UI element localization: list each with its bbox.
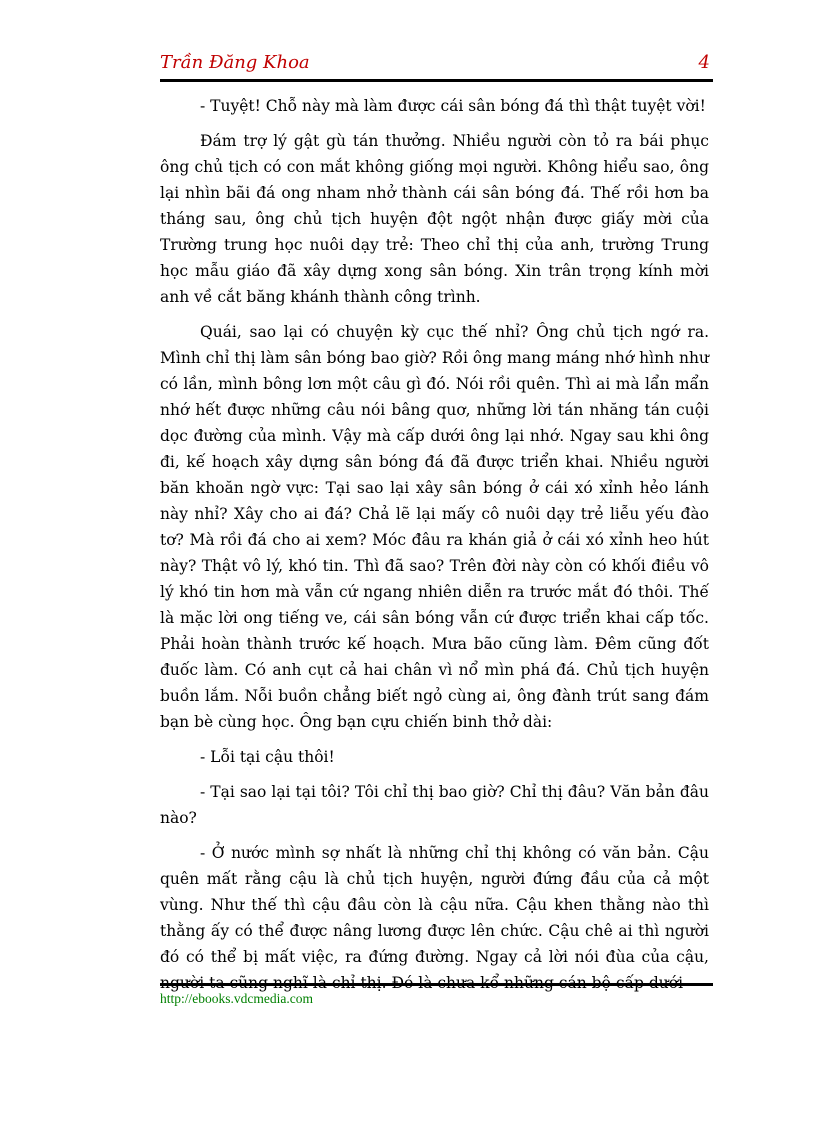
footer-divider <box>160 983 713 986</box>
paragraph: - Tuyệt! Chỗ này mà làm được cái sân bóng đá thì thật tuyệt vời! <box>200 97 706 115</box>
paragraph: Đám trợ lý gật gù tán thưởng. Nhiều người còn tỏ ra bái phục ông chủ tịch có con mắt không giống mọi người. Không hiểu sao, ông lại nhìn bãi đá ong nham nhở thành cái sân bóng đá. Thế rồi hơn ba tháng sau, ông chủ tịch huyện đột ngột nhận được giấy mời của Trường trung học nuôi dạy trẻ: Theo chỉ thị của anh, trường Trung học mẫu giáo đã xây dựng xong sân bóng. Xin trân trọng kính mời anh về cắt băng khánh thành công trình. <box>160 132 709 306</box>
page-header <box>160 52 712 78</box>
body-text <box>160 93 709 1005</box>
author-name: Trần Đăng Khoa <box>160 52 310 73</box>
paragraph: - Lỗi tại cậu thôi! <box>200 748 335 766</box>
header-divider <box>160 79 713 82</box>
page-number: 4 <box>698 52 710 73</box>
paragraph: - Ở nước mình sợ nhất là những chỉ thị không có văn bản. Cậu quên mất rằng cậu là chủ tịch huyện, người đứng đầu của cả một vùng. Như thế thì cậu đâu còn là cậu nữa. Cậu khen thằng nào thì thằng ấy có thể được nâng lương được lên chức. Cậu chê ai thì người đó có thể bị mất việc, ra đứng đường. Ngay cả lời nói đùa của cậu, người ta cũng nghĩ là chỉ thị. Đó là chưa kể những cán bộ cấp dưới <box>160 844 709 992</box>
paragraph: - Tại sao lại tại tôi? Tôi chỉ thị bao giờ? Chỉ thị đâu? Văn bản đâu nào? <box>160 783 709 827</box>
footer-link[interactable]: http://ebooks.vdcmedia.com <box>160 991 313 1006</box>
paragraph: Quái, sao lại có chuyện kỳ cục thế nhỉ? Ông chủ tịch ngớ ra. Mình chỉ thị làm sân bóng bao giờ? Rồi ông mang máng nhớ hình như có lần, mình bông lơn một câu gì đó. Nói rồi quên. Thì ai mà lẩn mẩn nhớ hết được những câu nói bâng quơ, những lời tán nhăng tán cuội dọc đường của mình. Vậy mà cấp dưới ông lại nhớ. Ngay sau khi ông đi, kế hoạch xây dựng sân bóng đá đã được triển khai. Nhiều người băn khoăn ngờ vực: Tại sao lại xây sân bóng ở cái xó xỉnh hẻo lánh này nhỉ? Xây cho ai đá? Chả lẽ lại mấy cô nuôi dạy trẻ liễu yếu đào tơ? Mà rồi đá cho ai xem? Móc đâu ra khán giả ở cái xó xỉnh heo hút này? Thật vô lý, khó tin. Thì đã sao? Trên đời này còn có khối điều vô lý khó tin hơn mà vẫn cứ ngang nhiên diễn ra trước mắt đó thôi. Thế là mặc lời ong tiếng ve, cái sân bóng vẫn cứ được triển khai cấp tốc. Phải hoàn thành trước kế hoạch. Mưa bão cũng làm. Đêm cũng đốt đuốc làm. Có anh cụt cả hai chân vì nổ mìn phá đá. Chủ tịch huyện buồn lắm. Nỗi buồn chẳng biết ngỏ cùng ai, ông đành trút sang đám bạn bè cùng học. Ông bạn cựu chiến binh thở dài: <box>160 323 709 731</box>
